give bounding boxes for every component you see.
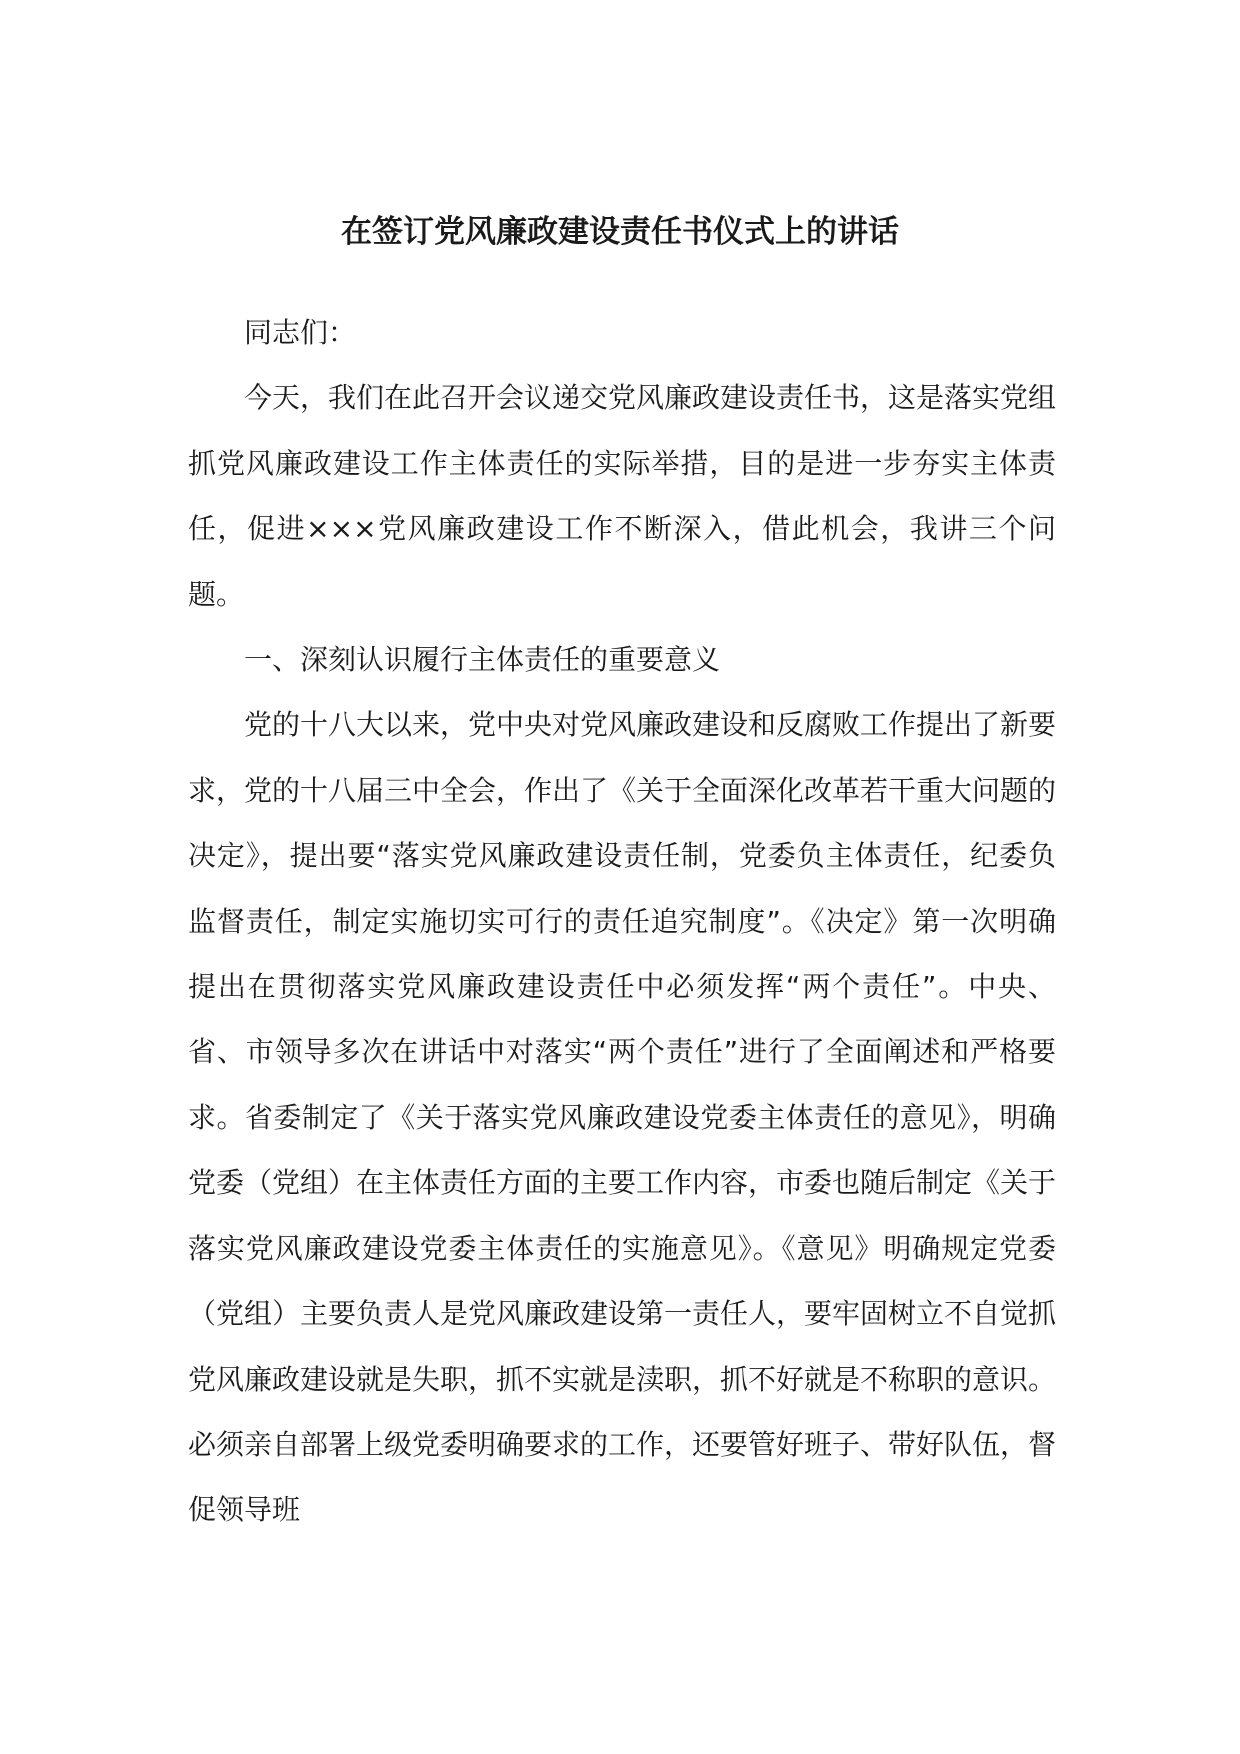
paragraph-intro: 今天，我们在此召开会议递交党风廉政建设责任书，这是落实党组抓党风廉政建设工作主体责任的实际举措，目的是进一步夯实主体责任，促进×××党风廉政建设工作不断深入，借此机会，我讲三个问题。 (188, 381, 1057, 611)
section-heading-1: 一、深刻认识履行主体责任的重要意义 (244, 643, 721, 677)
document-body (188, 300, 1056, 1543)
salutation: 同志们： (244, 316, 357, 349)
paragraph-section-1: 党的十八大以来，党中央对党风廉政建设和反腐败工作提出了新要求，党的十八届三中全会，作出了《关于全面深化改革若干重大问题的决定》，提出要“落实党风廉政建设责任制，党委负主体责任，纪委负监督责任，制定实施切实可行的责任追究制度”。《决定》第一次明确提出在贯彻落实党风廉政建设责任中必须发挥“两个责任”。中央、省、市领导多次在讲话中对落实“两个责任”进行了全面阐述和严格要求。省委制定了《关于落实党风廉政建设党委主体责任的意见》，明确党委（党组）在主体责任方面的主要工作内容，市委也随后制定《关于落实党风廉政建设党委主体责任的实施意见》。《意见》明确规定党委（党组）主要负责人是党风廉政建设第一责任人，要牢固树立不自觉抓党风廉政建设就是失职，抓不实就是渎职，抓不好就是不称职的意识。必须亲自部署上级党委明确要求的工作，还要管好班子、带好队伍，督促领导班 (188, 708, 1057, 1527)
document-title: 在签订党风廉政建设责任书仪式上的讲话 (341, 214, 899, 250)
